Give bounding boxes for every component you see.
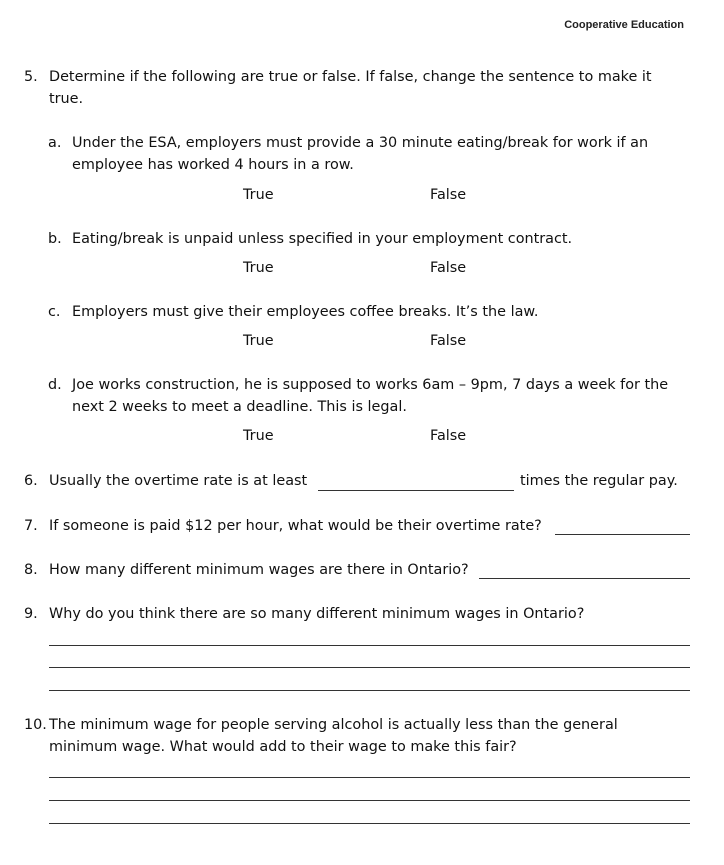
answer-line-10-2[interactable] <box>49 800 690 801</box>
answer-line-9-1[interactable] <box>49 645 690 646</box>
question-number: 9. <box>24 606 38 622</box>
item-text: Employers must give their employees coffee breaks. It’s the law. <box>72 304 539 320</box>
true-option-5c[interactable]: True <box>243 333 274 349</box>
question-number: 5. <box>24 69 38 85</box>
question-number: 6. <box>24 473 38 489</box>
item-letter: c. <box>48 304 61 320</box>
question-text: How many different minimum wages are there in Ontario? <box>49 562 469 578</box>
question-number: 8. <box>24 562 38 578</box>
question-5b <box>48 228 688 250</box>
item-letter: d. <box>48 377 62 393</box>
false-option-5d[interactable]: False <box>430 428 467 444</box>
false-option-5c[interactable]: False <box>430 333 467 349</box>
question-5c <box>48 301 688 323</box>
item-letter: b. <box>48 231 62 247</box>
question-5d <box>48 374 688 418</box>
answer-line-7[interactable] <box>555 534 690 535</box>
answer-line-9-2[interactable] <box>49 667 690 668</box>
question-number: 10. <box>24 717 47 733</box>
item-text: Under the ESA, employers must provide a 30 minute eating/break for work if an employee has worked 4 hours in a row. <box>72 135 649 173</box>
item-text: Joe works construction, he is supposed to works 6am – 9pm, 7 days a week for the next 2 weeks to meet a deadline. This is legal. <box>72 377 669 415</box>
question-5 <box>24 66 689 110</box>
question-6 <box>24 470 689 492</box>
question-5a <box>48 132 688 176</box>
item-letter: a. <box>48 135 62 151</box>
answer-line-10-1[interactable] <box>49 777 690 778</box>
answer-line-10-3[interactable] <box>49 823 690 824</box>
answer-line-6[interactable] <box>318 490 514 491</box>
question-text: Determine if the following are true or false. If false, change the sentence to make it true. <box>49 69 652 107</box>
question-9 <box>24 603 689 625</box>
question-text-before: Usually the overtime rate is at least <box>49 473 308 489</box>
question-text: If someone is paid $12 per hour, what would be their overtime rate? <box>49 518 542 534</box>
false-option-5a[interactable]: False <box>430 187 467 203</box>
item-text: Eating/break is unpaid unless specified in your employment contract. <box>72 231 573 247</box>
question-text-after: times the regular pay. <box>520 473 678 489</box>
false-option-5b[interactable]: False <box>430 260 467 276</box>
true-option-5a[interactable]: True <box>243 187 274 203</box>
course-title: Cooperative Education <box>564 19 684 31</box>
true-option-5d[interactable]: True <box>243 428 274 444</box>
answer-line-8[interactable] <box>479 578 690 579</box>
question-text: Why do you think there are so many different minimum wages in Ontario? <box>49 606 585 622</box>
question-10 <box>24 714 689 758</box>
question-text: The minimum wage for people serving alcohol is actually less than the general minimum wage. What would add to their wage to make this fair? <box>49 717 618 755</box>
answer-line-9-3[interactable] <box>49 690 690 691</box>
true-option-5b[interactable]: True <box>243 260 274 276</box>
question-number: 7. <box>24 518 38 534</box>
